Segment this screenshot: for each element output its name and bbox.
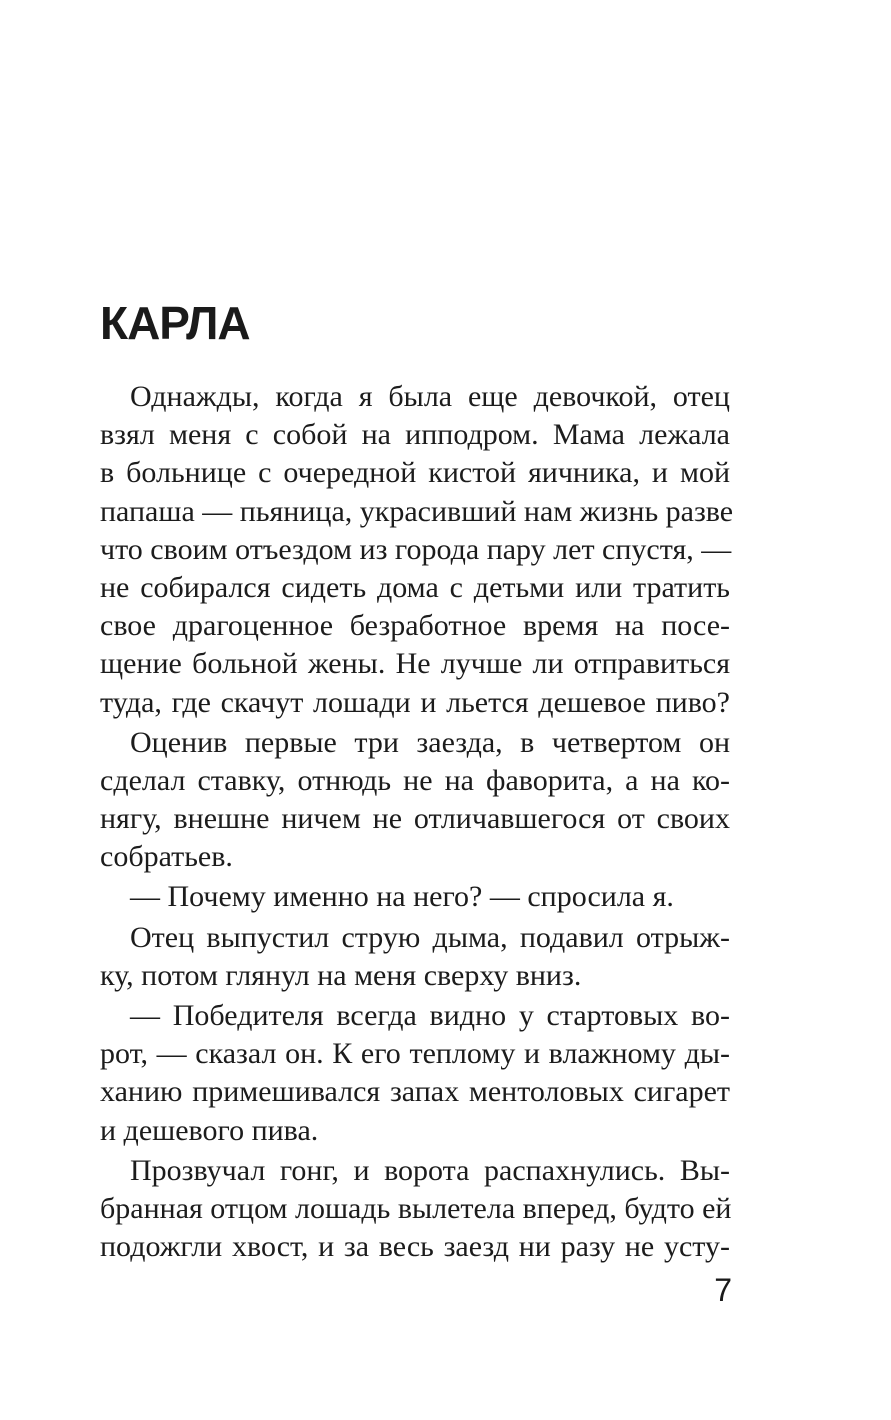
- body-text: [100, 378, 734, 1266]
- text-line: собратьев.: [100, 840, 233, 874]
- text-line: туда, где скачут лошади и льется дешевое пиво?: [100, 685, 730, 719]
- text-line: щение больной жены. Не лучше ли отправиться: [100, 647, 730, 681]
- text-line: Прозвучал гонг, и ворота распахнулись. Вы-: [130, 1153, 730, 1187]
- text-line: сделал ставку, отнюдь не на фаворита, а на ко-: [100, 763, 730, 797]
- text-line: — Почему именно на него? — спросила я.: [130, 880, 674, 914]
- text-line: Оценив первые три заезда, в четвертом он: [130, 725, 730, 759]
- text-line: взял меня с собой на ипподром. Мама лежала: [100, 418, 730, 452]
- text-line: Однажды, когда я была еще девочкой, отец: [130, 380, 730, 413]
- text-line: бранная отцом лошадь вылетела вперед, будто ей: [100, 1191, 732, 1225]
- chapter-title: КАРЛА: [100, 297, 250, 349]
- text-line: и дешевого пива.: [100, 1113, 319, 1147]
- text-line: подожгли хвост, и за весь заезд ни разу не усту-: [100, 1230, 730, 1264]
- text-line: в больнице с очередной кистой яичника, и мой: [100, 456, 730, 490]
- text-line: не собирался сидеть дома с детьми или тратить: [100, 570, 730, 604]
- text-line: папаша — пьяница, украсивший нам жизнь разве: [100, 494, 734, 528]
- text-line: Отец выпустил струю дыма, подавил отрыж-: [130, 920, 730, 954]
- page-number: 7: [714, 1272, 732, 1308]
- text-line: ханию примешивался запах ментоловых сигарет: [100, 1075, 730, 1109]
- text-line: — Победителя всегда видно у стартовых во-: [130, 999, 730, 1032]
- text-line: что своим отъездом из города пару лет спустя, —: [100, 532, 732, 566]
- text-line: ку, потом глянул на меня сверху вниз.: [100, 958, 582, 992]
- text-line: свое драгоценное безработное время на посе-: [100, 609, 730, 643]
- text-line: рот, — сказал он. К его теплому и влажному ды-: [100, 1037, 730, 1071]
- text-line: нягу, внешне ничем не отличавшегося от своих: [100, 802, 730, 836]
